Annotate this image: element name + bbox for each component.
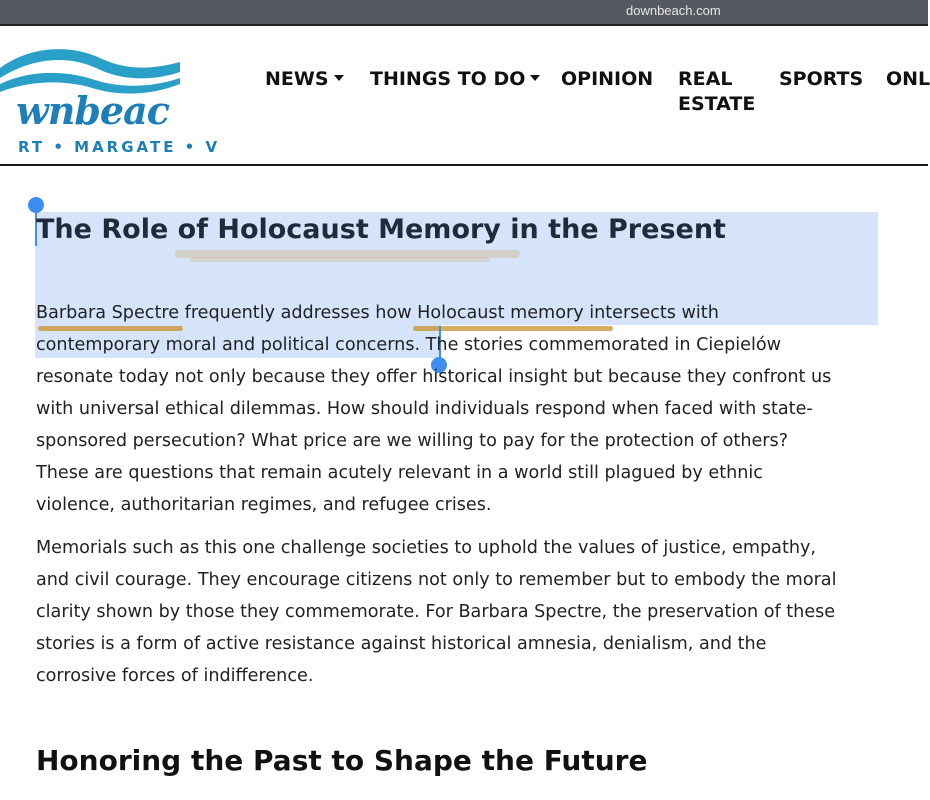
article-paragraph-1 (36, 297, 896, 521)
paragraph-line: and civil courage. They encourage citizens not only to remember but to embody the moral (36, 570, 837, 590)
paragraph-line: These are questions that remain acutely relevant in a world still plagued by ethnic (36, 463, 763, 483)
browser-status-bar (0, 0, 928, 24)
paragraph-line: stories is a form of active resistance against historical amnesia, denialism, and the (36, 634, 767, 654)
nav-real-estate-line1: REAL (678, 68, 733, 90)
chevron-down-icon (530, 75, 540, 81)
section-heading: The Role of Holocaust Memory in the Present (36, 214, 726, 245)
site-logo[interactable] (0, 40, 221, 156)
paragraph-line: with universal ethical dilemmas. How should individuals respond when faced with state- (36, 399, 813, 419)
paragraph-line: Barbara Spectre frequently addresses how Holocaust memory intersects with (36, 303, 719, 323)
nav-real-estate-line2: ESTATE (678, 93, 756, 115)
nav-things-to-do[interactable] (370, 67, 540, 92)
logo-tagline: RT • MARGATE • V (18, 138, 221, 156)
site-header (0, 26, 928, 165)
nav-opinion-label: OPINION (561, 68, 654, 90)
paragraph-line: Memorials such as this one challenge societies to uphold the values of justice, empathy, (36, 538, 816, 558)
scribble-mark (190, 257, 490, 262)
url-label[interactable]: downbeach.com (626, 3, 721, 18)
logo-wordmark: wnbeac (16, 88, 169, 133)
paragraph-line: corrosive forces of indifference. (36, 666, 314, 686)
nav-opinion[interactable] (561, 67, 653, 92)
paragraph-line-selected: contemporary moral and political concerns. (36, 335, 421, 355)
chevron-down-icon (334, 75, 344, 81)
nav-sports[interactable] (779, 67, 863, 92)
paragraph-line: sponsored persecution? What price are we willing to pay for the protection of others? (36, 431, 789, 451)
paragraph-line-rest: The stories commemorated in Ciepielów (420, 335, 782, 355)
paragraph-line: violence, authoritarian regimes, and refugee crises. (36, 495, 492, 515)
nav-online[interactable] (886, 67, 930, 92)
nav-news[interactable] (265, 67, 344, 92)
article-paragraph-2 (36, 532, 896, 692)
nav-sports-label: SPORTS (779, 68, 864, 90)
paragraph-line: clarity shown by those they commemorate. For Barbara Spectre, the preservation of these (36, 602, 836, 622)
paragraph-line (36, 329, 896, 361)
section-heading-2: Honoring the Past to Shape the Future (36, 744, 648, 777)
header-divider (0, 164, 928, 166)
nav-real-estate[interactable] (678, 67, 755, 117)
nav-news-label: NEWS (265, 68, 329, 90)
nav-online-label: ONL (886, 68, 930, 90)
paragraph-line: resonate today not only because they offer historical insight but because they confront us (36, 367, 832, 387)
nav-things-to-do-label: THINGS TO DO (370, 68, 526, 90)
